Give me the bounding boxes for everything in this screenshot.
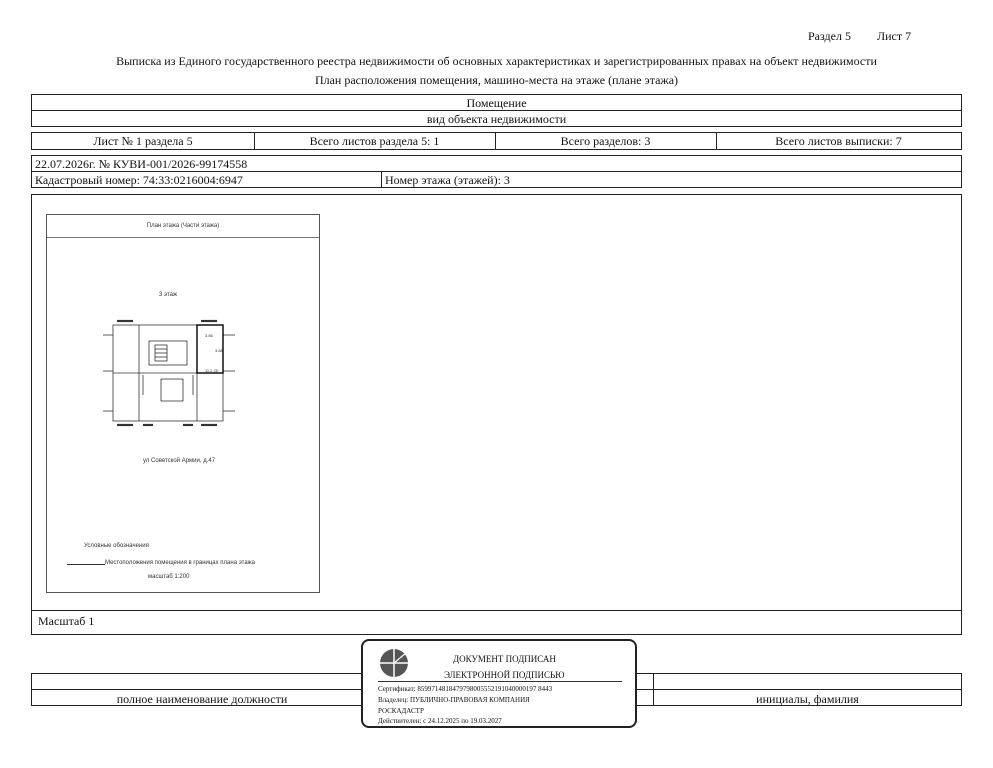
- sheet-label: Лист 7: [877, 29, 912, 43]
- stamp-valid: Действителен: с 24.12.2025 по 19.03.2027: [378, 717, 502, 725]
- floor-plan-drawing: [103, 315, 238, 431]
- e-signature-stamp: [361, 639, 637, 728]
- document-title: Выписка из Единого государственного реестра недвижимости об основных характеристиках и зарегистрированных правах на объект недвижимости: [116, 54, 877, 68]
- total-section-sheets: Всего листов раздела 5: 1: [309, 133, 440, 148]
- stamp-divider: [378, 681, 622, 682]
- legend-title: Условные обозначения: [84, 543, 149, 549]
- plan-scale: масштаб 1:200: [148, 574, 190, 580]
- stamp-line2: ЭЛЕКТРОННОЙ ПОДПИСЬЮ: [444, 670, 565, 680]
- sheets-row: [31, 132, 962, 150]
- sheet-number: Лист № 1 раздела 5: [93, 133, 193, 148]
- stamp-line1: ДОКУМЕНТ ПОДПИСАН: [453, 654, 556, 664]
- position-label: полное наименование должности: [116, 692, 288, 706]
- stamp-owner2: РОСКАДАСТР: [378, 707, 424, 715]
- room-label-1: 3.86: [205, 333, 213, 338]
- plan-street: ул Советской Армии, д.47: [143, 458, 216, 464]
- stamp-certificate: Сертификат: 8599714818479798005552191040000197 8443: [378, 685, 553, 693]
- object-kind: Помещение: [466, 96, 527, 110]
- total-sections: Всего разделов: 3: [560, 133, 651, 148]
- legend-line: [67, 564, 105, 565]
- info-block: [31, 155, 962, 188]
- doc-number: 22.07.2026г. № КУВИ-001/2026-99174558: [35, 157, 248, 171]
- floor-plan-sheet: [46, 214, 320, 593]
- rosreestr-emblem-icon: [378, 648, 410, 678]
- cadastral-number: Кадастровый номер: 74:33:0216004:6947: [35, 173, 243, 187]
- plan-title: План этажа (Части этажа): [146, 223, 220, 229]
- total-extract-sheets: Всего листов выписки: 7: [775, 133, 902, 148]
- legend-item: Местоположения помещения в границах плана этажа: [105, 560, 256, 566]
- plan-floor-label: 3 этаж: [159, 292, 177, 298]
- stamp-owner: Владелец: ПУБЛИЧНО-ПРАВОВАЯ КОМПАНИЯ: [378, 696, 530, 704]
- room-label-3: 11.2 (3): [205, 368, 219, 373]
- section-label: Раздел 5: [808, 29, 851, 43]
- object-kind-block: [31, 94, 962, 127]
- room-label-2: 3.88: [215, 348, 223, 353]
- object-kind-label: вид объекта недвижимости: [426, 112, 567, 126]
- document-subtitle: План расположения помещения, машино-места на этаже (плане этажа): [314, 73, 679, 87]
- scale-label: Масштаб 1: [38, 614, 95, 628]
- floor-number: Номер этажа (этажей): 3: [385, 173, 510, 187]
- initials-label: инициалы, фамилия: [756, 692, 859, 706]
